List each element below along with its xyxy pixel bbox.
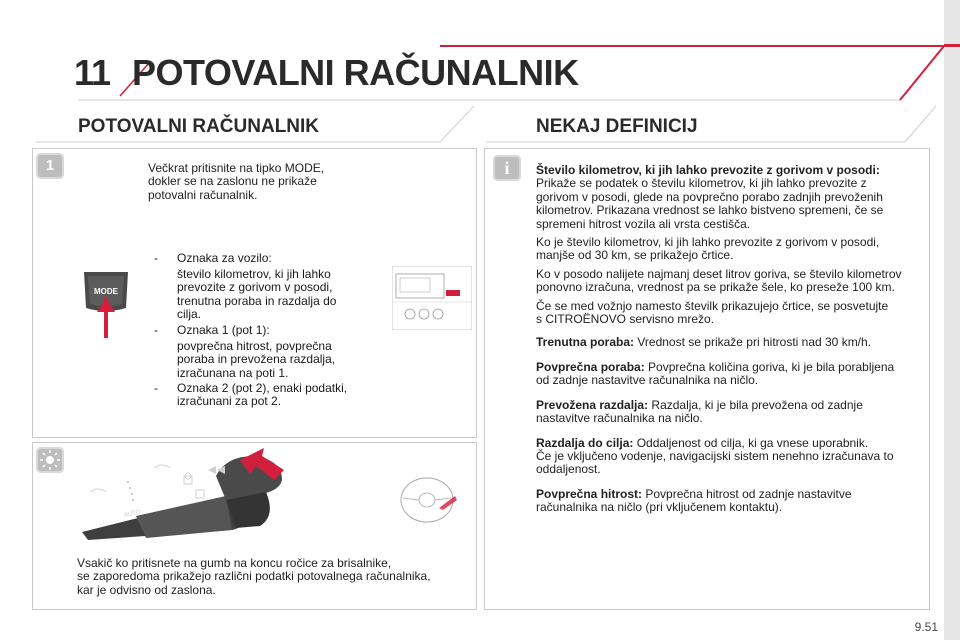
item-detail-trip1: povprečna hitrost, povprečna poraba in prevožena razdalja, izračunana na poti 1. bbox=[177, 339, 336, 380]
light-icon bbox=[36, 447, 64, 473]
def-range-service: Če se med vožnjo namesto številk prikazujejo črtice, se posvetujte s CITROËNOVO servisno mrežo. bbox=[536, 298, 889, 327]
def-current-consumption: Trenutna poraba: Vrednost se prikaže pri hitrosti nad 30 km/h. bbox=[536, 335, 872, 350]
def-range-dashes: Ko je število kilometrov, ki jih lahko prevozite z gorivom v posodi, manjše od 30 km, se prikažejo črtice. bbox=[536, 235, 880, 263]
item-detail-vehicle: število kilometrov, ki jih lahko prevozite z gorivom v posodi, trenutna poraba in razdalja do cilja. bbox=[177, 267, 337, 322]
steering-wheel-illustration bbox=[393, 474, 469, 524]
page-edge-sidebar bbox=[944, 0, 960, 640]
item-detail-trip2: izračunani za pot 2. bbox=[177, 394, 282, 408]
chapter-title: POTOVALNI RAČUNALNIK bbox=[132, 52, 579, 93]
def-range-term: Število kilometrov, ki jih lahko prevozite z gorivom v posodi: bbox=[536, 163, 880, 177]
def-distance-to-destination: Razdalja do cilja: Oddaljenost od cilja, ki ga vnese uporabnik. Če je vključeno vodenje, navigacijski sistem nenehno izračunava to oddaljenost. bbox=[536, 435, 894, 477]
def-distance-travelled: Prevožena razdalja: Razdalja, ki je bila prevožena od zadnje nastavitve računalnika na ničlo. bbox=[536, 397, 863, 426]
def-range-text: Prikaže se podatek o številu kilometrov, ki jih lahko prevozite z gorivom v posodi, glede na povprečno porabo zadnjih prevoženih kilometrov. Prikazana vrednost se lahko bistveno spremeni, če se spremeni hitrost vozila ali vrsta cestišča. bbox=[536, 176, 884, 231]
stalk-auto-label: AUTO bbox=[123, 509, 142, 519]
chapter-number: 11 bbox=[74, 52, 111, 93]
page-number: 9.51 bbox=[914, 620, 938, 634]
definitions-text bbox=[536, 164, 926, 520]
def-average-speed: Povprečna hitrost: Povprečna hitrost od zadnje nastavitve računalnika na ničlo (pri vključenem kontaktu). bbox=[536, 486, 852, 515]
item-dash-1: - bbox=[154, 251, 158, 265]
right-section-title: NEKAJ DEFINICIJ bbox=[536, 116, 698, 137]
intro-text: Večkrat pritisnite na tipko MODE, dokler se na zaslonu ne prikaže potovalni računalnik. bbox=[148, 161, 325, 202]
item-label-trip2: Oznaka 2 (pot 2), enaki podatki, bbox=[177, 381, 348, 395]
item-dash-2: - bbox=[154, 323, 158, 337]
mode-button-illustration bbox=[80, 268, 132, 340]
sidebar-accent-bar bbox=[944, 44, 960, 47]
item-label-trip1: Oznaka 1 (pot 1): bbox=[177, 323, 270, 337]
left-section-title: POTOVALNI RAČUNALNIK bbox=[78, 116, 320, 137]
step-number-icon: 1 bbox=[36, 153, 64, 179]
stalk-instruction-text: Vsakič ko pritisnete na gumb na koncu ročice za brisalnike, se zaporedoma prikažejo različni podatki potovalnega računalnika, kar je odvisno od zaslona. bbox=[77, 556, 431, 597]
def-range-refuel: Ko v posodo nalijete najmanj deset litrov goriva, se število kilometrov ponovno izračuna, vrednost pa se prikaže šele, ko preseže 100 km. bbox=[536, 266, 902, 295]
mode-button-label: MODE bbox=[94, 287, 118, 296]
radio-display-illustration bbox=[392, 266, 472, 330]
item-label-vehicle: Oznaka za vozilo: bbox=[177, 251, 272, 265]
def-average-consumption: Povprečna poraba: Povprečna količina goriva, ki je bila porabljena od zadnje nastavitve računalnika na ničlo. bbox=[536, 359, 895, 388]
red-pointer-arrow bbox=[238, 444, 286, 484]
info-icon: i bbox=[493, 155, 521, 181]
item-dash-3: - bbox=[154, 381, 158, 395]
